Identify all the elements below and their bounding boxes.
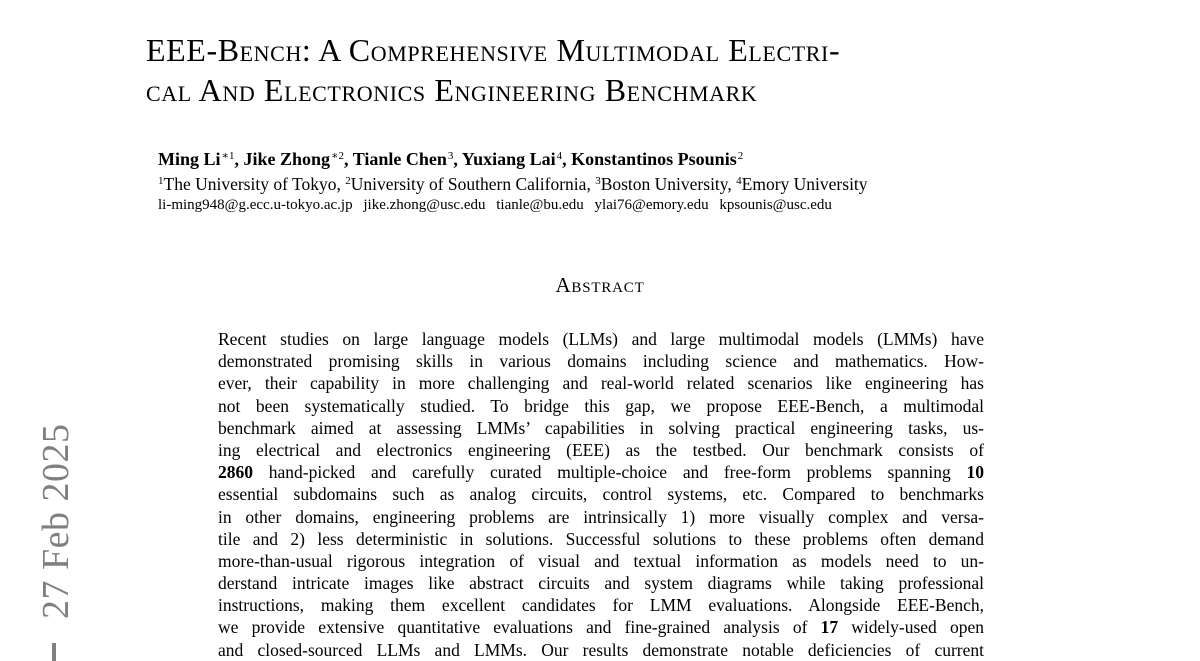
abstract-line: demonstrated promising skills in various domains including science and mathematics. How- xyxy=(218,351,984,372)
author-affiliation-mark: 2 xyxy=(737,150,744,162)
author-name: Konstantinos Psounis xyxy=(571,149,737,169)
abstract-line xyxy=(218,461,984,483)
author-list: Ming $Li^{∗1}$, Jike Zhong$^{∗2}$, Tianle Chen$^3$, Yuxiang Lai$^4$, Konstantinos Psounis$^2$ xyxy=(158,149,744,169)
abstract-line: tile and 2) less deterministic in solutions. Successful solutions to these problems often demand xyxy=(218,528,984,549)
affiliation-list: $^1$The University of Tokyo, $^2$University of Southern California, $^3$Boston University, $^4$Emory University xyxy=(158,174,868,194)
abstract-line: derstand intricate images like abstract circuits and system diagrams while taking professional xyxy=(218,573,984,594)
abstract-line: not been systematically studied. To bridge this gap, we propose EEE-Bench, a multimodal xyxy=(218,395,984,416)
author-name: Tianle Chen xyxy=(352,149,447,169)
author-name: Yuxiang Lai xyxy=(461,149,556,169)
author-email[interactable]: kpsounis@usc.edu xyxy=(719,197,832,213)
abstract-line xyxy=(218,616,984,638)
email-list xyxy=(158,195,839,215)
arxiv-stamp-svg xyxy=(22,417,77,657)
author-affiliation-mark: 3 xyxy=(447,150,454,162)
author-email[interactable]: tianle@bu.edu xyxy=(496,197,584,213)
affiliation-mark: 1 xyxy=(158,175,164,187)
arxiv-stamp-bar xyxy=(52,643,56,661)
abstract-heading: Abstract xyxy=(555,273,645,297)
abstract-emphasis: 17 xyxy=(820,617,839,638)
abstract-line: more-than-usual rigorous integration of visual and textual information as models need to un- xyxy=(218,550,984,571)
abstract-emphasis: 10 xyxy=(966,462,984,483)
abstract-text: widely-used open xyxy=(838,617,984,638)
author-name: Ming Li xyxy=(158,149,221,169)
abstract-line: benchmark aimed at assessing LMMs’ capabilities in solving practical engineering tasks, us- xyxy=(218,417,984,438)
abstract-line: and closed-sourced LLMs and LMMs. Our results demonstrate notable deficiencies of current xyxy=(218,639,984,660)
author-email[interactable]: jike.zhong@usc.edu xyxy=(363,197,486,213)
abstract-emphasis: 2860 xyxy=(218,462,253,483)
paper-title-line-1: EEE-Bench: A Comprehensive Multimodal Electri- xyxy=(146,32,841,68)
affiliation-name: Emory University xyxy=(741,174,868,194)
paper-title xyxy=(146,30,1076,110)
arxiv-date-label: 27 Feb 2025 xyxy=(35,423,77,619)
abstract-line: in other domains, engineering problems are intrinsically 1) more visually complex and versa- xyxy=(218,506,984,527)
author-affiliation-mark: ∗1 xyxy=(221,150,235,162)
affiliation-mark: 4 xyxy=(736,175,742,187)
arxiv-side-stamp xyxy=(22,417,77,657)
affiliation-mark: 2 xyxy=(345,175,351,187)
abstract-body xyxy=(218,328,984,661)
author-email[interactable]: ylai76@emory.edu xyxy=(594,197,709,213)
abstract-line: essential subdomains such as analog circuits, control systems, etc. Compared to benchmarks xyxy=(218,484,984,505)
abstract-line: Recent studies on large language models (LLMs) and large multimodal models (LMMs) have xyxy=(218,329,984,349)
abstract-text: we provide extensive quantitative evaluations and fine-grained analysis of xyxy=(218,617,821,638)
affiliation-name: University of Southern California xyxy=(350,174,587,194)
affiliation-name: The University of Tokyo xyxy=(163,174,337,194)
abstract-line: ing electrical and electronics engineering (EEE) as the testbed. Our benchmark consists of xyxy=(218,439,984,460)
author-name: Jike Zhong xyxy=(243,149,331,169)
abstract-text: hand-picked and carefully curated multiple-choice and free-form problems spanning xyxy=(253,462,967,483)
paper-title-line-2: cal And Electronics Engineering Benchmark xyxy=(146,72,758,108)
author-affiliation-mark: 4 xyxy=(556,150,563,162)
author-email[interactable]: li-ming948@g.ecc.u-tokyo.ac.jp xyxy=(158,197,353,213)
abstract-line: instructions, making them excellent candidates for LMM evaluations. Alongside EEE-Bench, xyxy=(218,595,984,616)
author-affiliation-mark: ∗2 xyxy=(331,150,345,162)
affiliation-name: Boston University xyxy=(600,174,728,194)
affiliation-mark: 3 xyxy=(595,175,601,187)
abstract-line: ever, their capability in more challenging and real-world related scenarios like engineering has xyxy=(218,373,984,394)
